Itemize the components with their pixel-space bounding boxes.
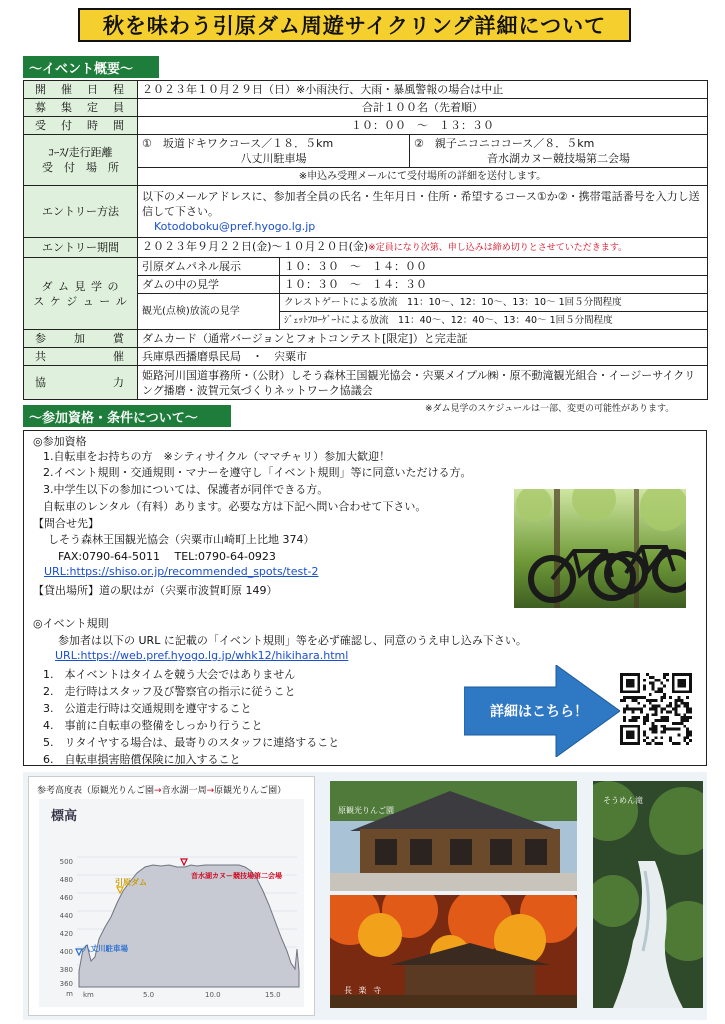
temple-label: 長 楽 寺 (344, 986, 384, 995)
period-note: ※定員になり次第、申し込みは締め切りとさせていただきます。 (368, 243, 627, 253)
elevation-caption-end: 原観光りんご園） (214, 786, 287, 796)
period-label: エントリー期間 (24, 238, 138, 258)
rules-item-5: 5. リタイヤする場合は、最寄りのスタッフに連絡すること (43, 736, 340, 749)
release-row-2 (280, 312, 708, 330)
release-row-1-name: クレストゲートによる放流 (284, 297, 398, 308)
marker-canoe-icon (181, 859, 187, 865)
date-label: 開 催 日 程 (24, 81, 138, 99)
x-tick-10: 10.0 (205, 991, 221, 999)
y-tick: 400 (59, 948, 73, 956)
temple-photo (330, 895, 577, 1008)
entry-cell (138, 186, 708, 238)
rules-item-6: 6. 自転車損害賠償保険に加入すること (43, 753, 241, 766)
course1-cell (138, 135, 410, 168)
elevation-title: 標高 (51, 809, 78, 824)
waterfall-label: そうめん滝 (603, 796, 643, 805)
elevation-area (79, 865, 299, 987)
page-title: 秋を味わう引原ダム周遊サイクリング詳細について (78, 8, 631, 42)
coop-label: 協 力 (24, 366, 138, 400)
host-value: 兵庫県西播磨県民局 ・ 宍粟市 (138, 348, 708, 366)
contact-heading: 【問合せ先】 (33, 517, 99, 530)
rules-heading: ◎イベント規則 (33, 617, 109, 630)
elevation-caption-pre: 参考高度表（原観光りんご園 (37, 786, 155, 796)
waterfall-photo (593, 781, 703, 1008)
course-label-line1: ｺｰｽ/走行距離 (48, 146, 113, 159)
apple-orchard-photo (330, 781, 577, 891)
marker-start-label: 八丈川駐車場 (83, 944, 128, 953)
qualification-item-2: 2.イベント規則・交通規則・マナーを遵守し「イベント規則」等に同意いただける方。 (43, 466, 472, 479)
y-axis-ticks (55, 853, 73, 999)
entry-email[interactable]: Kotodoboku@pref.hyogo.lg.jp (154, 220, 316, 233)
capacity-value: 合計１００名（先着順） (138, 99, 708, 117)
overview-table (23, 80, 708, 400)
course2-place: 音水湖カヌー競技場第二会場 (487, 152, 630, 165)
marker-dam-label: 引原ダム (115, 878, 147, 887)
coop-value: 姫路河川国道事務所・（公財）しそう森林王国観光協会・宍粟メイプル㈱・原不動滝観光組合・イージーサイクリング播磨・波賀元気づくりネットワーク協議会 (138, 366, 708, 400)
rules-item-4: 4. 事前に自転車の整備をしっかり行うこと (43, 719, 263, 732)
course-note: ※申込み受理メールにて受付場所の詳細を送付します。 (138, 168, 708, 186)
host-label: 共 催 (24, 348, 138, 366)
qualification-item-1: 1.自転車をお持ちの方 ※シティサイクル（ママチャリ）参加大歓迎！ (43, 450, 391, 463)
time-label: 受 付 時 間 (24, 117, 138, 135)
release-row-1-times: 11：10～、12：10～、13：10～ 1回５分間程度 (407, 297, 622, 308)
marker-start-icon (76, 949, 82, 955)
section-header-overview: ～イベント概要～ (23, 56, 159, 78)
y-tick: 480 (59, 876, 73, 884)
dam-label-line2: ス ケ ジ ュ ー ル (33, 294, 128, 308)
contact-org: しそう森林王国観光協会（宍粟市山崎町上比地 374） (48, 533, 315, 546)
y-tick: 360 (59, 980, 73, 988)
prize-label: 参 加 賞 (24, 330, 138, 348)
marker-canoe-label: 音水湖カヌー競技場第二会場 (191, 872, 282, 880)
entry-label: エントリー方法 (24, 186, 138, 238)
period-cell (138, 238, 708, 258)
date-value: ２０２３年１０月２９日（日）※小雨決行、大雨・暴風警報の場合は中止 (138, 81, 708, 99)
conditions-box (23, 430, 707, 766)
rules-url-link[interactable]: URL:https://web.pref.hyogo.lg.jp/whk12/hikihara.html (55, 649, 349, 662)
x-tick-km: km (83, 991, 94, 999)
elevation-plot-area (39, 799, 304, 1007)
prize-value: ダムカード（通常バージョンとフォトコンテスト[限定]）と完走証 (138, 330, 708, 348)
caption-arrow-1: → (154, 786, 162, 796)
qr-code-icon[interactable] (620, 673, 692, 745)
course1-place: 八丈川駐車場 (240, 152, 307, 165)
bicycle-photo (514, 489, 686, 608)
schedule-change-note: ※ダム見学のスケジュールは一部、変更の可能性があります。 (425, 404, 675, 414)
course-label (24, 135, 138, 186)
elevation-profile-chart (39, 799, 304, 1007)
course-label-line2: 受 付 場 所 (42, 161, 119, 174)
x-tick-5: 5.0 (143, 991, 155, 999)
bicycle-photo-art (514, 489, 686, 608)
section-header-conditions: ～参加資格・条件について～ (23, 405, 231, 427)
rental-place: 【貸出場所】道の駅はが（宍粟市波賀町原 149） (33, 584, 278, 597)
rental-text: 自転車のレンタル（有料）あります。必要な方は下記へ問い合わせて下さい。 (43, 500, 427, 513)
entry-value: 以下のメールアドレスに、参加者全員の氏名・生年月日・住所・希望するコース①か②・携帯電話番号を入力し送信して下さい。 (142, 190, 700, 218)
dam-row-1-time: １０：３０ ～ １４：００ (280, 258, 708, 276)
y-tick: 380 (59, 966, 73, 974)
release-row-1 (280, 294, 708, 312)
y-tick: 460 (59, 894, 73, 902)
course1-name: ① 坂道ドキワクコース／１８．５km (142, 137, 334, 150)
release-label: 観光(点検)放流の見学 (138, 294, 280, 330)
caption-arrow-2: → (206, 786, 215, 796)
qr-code-pattern (620, 673, 692, 745)
qualification-heading: ◎参加資格 (33, 435, 87, 448)
elevation-chart-card (28, 776, 315, 1016)
apple-orchard-label: 原観光りんご園 (338, 806, 394, 815)
details-arrow-button[interactable] (464, 665, 624, 757)
y-unit: m (66, 990, 73, 998)
y-tick: 500 (59, 858, 73, 866)
dam-label-line1: ダ ム 見 学 の (41, 279, 120, 293)
rules-intro: 参加者は以下の URL に記載の「イベント規則」等を必ず確認し、同意のうえ申し込み下さい。 (58, 634, 527, 647)
capacity-label: 募 集 定 員 (24, 99, 138, 117)
period-value: ２０２３年９月２２日(金)～１０月２０日(金) (142, 240, 369, 253)
rules-item-1: 1. 本イベントはタイムを競う大会ではありません (43, 668, 296, 681)
course2-cell (410, 135, 708, 168)
release-row-2-times: 11：40～、12：40～、13：40～ 1回５分間程度 (398, 315, 613, 326)
release-row-2-name: ｼﾞｪｯﾄﾌﾛｰｹﾞｰﾄによる放流 (284, 315, 389, 326)
contact-url-link[interactable]: URL:https://shiso.or.jp/recommended_spots/test-2 (44, 565, 319, 578)
y-tick: 420 (59, 930, 73, 938)
details-arrow-label: 詳細はこちら！ (490, 704, 588, 720)
x-tick-15: 15.0 (265, 991, 281, 999)
rules-item-2: 2. 走行時はスタッフ及び警察官の指示に従うこと (43, 685, 296, 698)
dam-row-1-name: 引原ダムパネル展示 (138, 258, 280, 276)
dam-row-2-name: ダムの中の見学 (138, 276, 280, 294)
waterfall-art (593, 781, 703, 1008)
rules-item-3: 3. 公道走行時は交通規則を遵守すること (43, 702, 252, 715)
apple-orchard-art (330, 781, 577, 891)
time-value: １０：００ ～ １３：３０ (138, 117, 708, 135)
contact-tel: FAX:0790-64-5011 TEL:0790-64-0923 (58, 550, 276, 563)
elevation-caption-mid: 音水湖一周 (161, 786, 207, 796)
dam-label (24, 258, 138, 330)
qualification-item-3: 3.中学生以下の参加については、保護者が同伴できる方。 (43, 483, 329, 496)
dam-row-2-time: １０：３０ ～ １４：３０ (280, 276, 708, 294)
elevation-caption (37, 783, 286, 796)
y-tick: 440 (59, 912, 73, 920)
course2-name: ② 親子ニコニココース／８．５km (414, 137, 595, 150)
